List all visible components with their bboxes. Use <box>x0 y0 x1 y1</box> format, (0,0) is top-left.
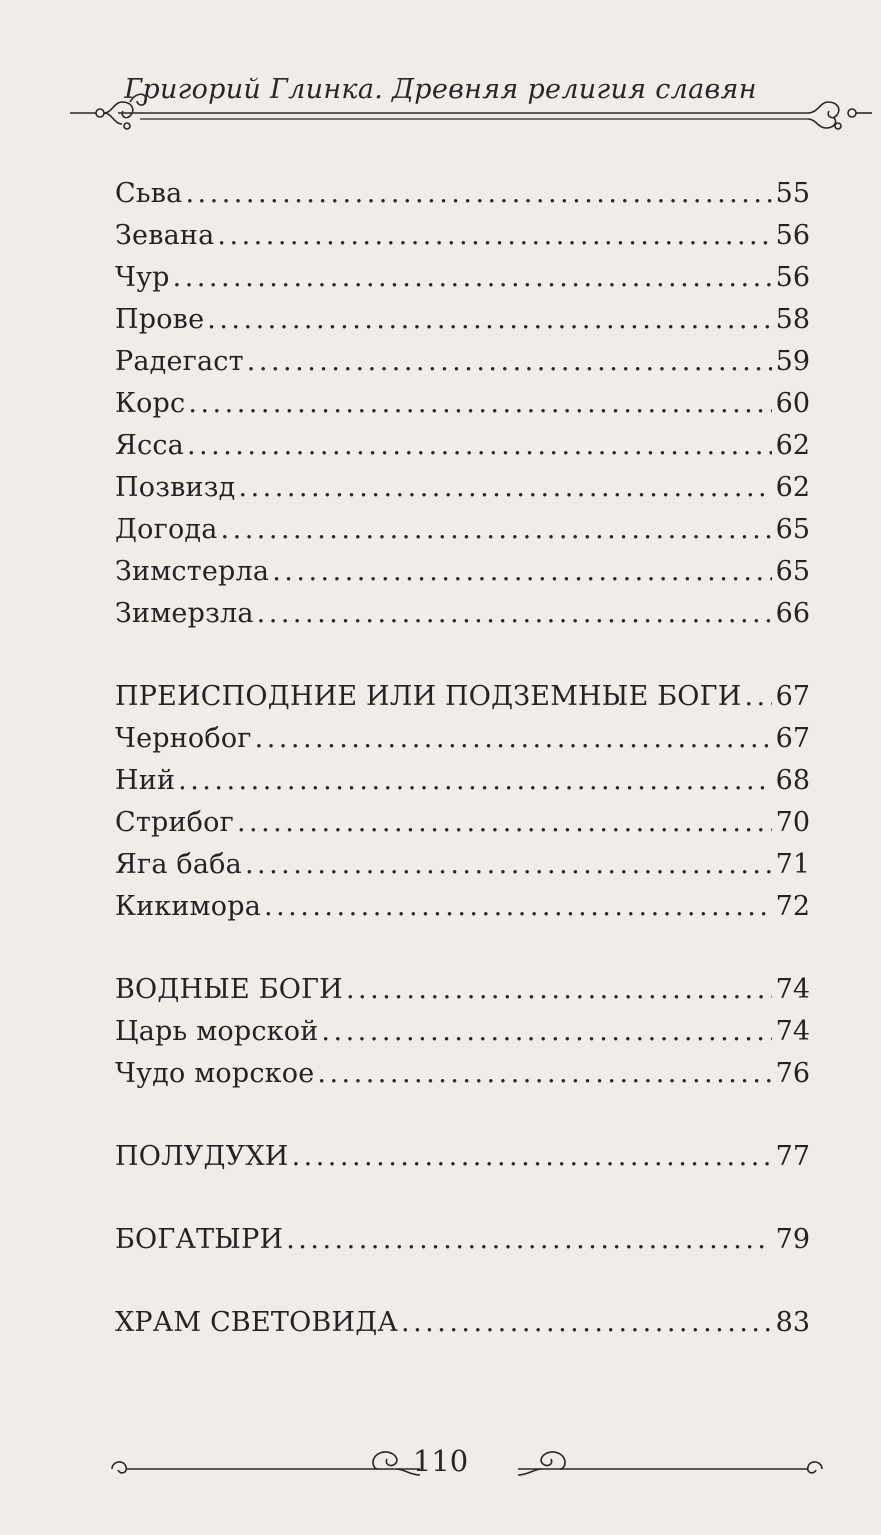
toc-entry-label: Ясса <box>115 430 184 461</box>
toc-section-label: ПРЕИСПОДНИЕ ИЛИ ПОДЗЕМНЫЕ БОГИ <box>115 681 742 712</box>
running-header <box>0 0 881 150</box>
toc-entry-page: 62 <box>775 430 810 461</box>
toc-entry-zimsterla <box>115 551 810 593</box>
toc-leader-dots <box>234 802 772 844</box>
toc-entry-label: Корс <box>115 388 186 419</box>
toc-entry-label: Зевана <box>115 220 215 251</box>
toc-entry-label: Догода <box>115 514 218 545</box>
toc-entry-dogoda <box>115 509 810 551</box>
toc-entry-label: Кикимора <box>115 891 261 922</box>
toc-section-label: БОГАТЫРИ <box>115 1224 284 1255</box>
toc-section-label: ХРАМ СВЕТОВИДА <box>115 1307 399 1338</box>
toc-entry-page: 74 <box>775 974 810 1005</box>
toc-section-label: ВОДНЫЕ БОГИ <box>115 974 343 1005</box>
toc-entry-page: 76 <box>775 1058 810 1089</box>
toc-entry-page: 60 <box>775 388 810 419</box>
toc-entry-label: Радегаст <box>115 346 244 377</box>
toc-entry-yassa <box>115 425 810 467</box>
toc-leader-dots <box>184 425 772 467</box>
toc-entry-page: 65 <box>775 514 810 545</box>
toc-leader-dots <box>170 257 772 299</box>
toc-entry-page: 70 <box>775 807 810 838</box>
toc-leader-dots <box>175 760 772 802</box>
toc-entry-radegast <box>115 341 810 383</box>
toc-entry-tsar-morskoy <box>115 1011 810 1053</box>
toc-entry-label: Позвизд <box>115 472 236 503</box>
toc-entry-label: Прове <box>115 304 205 335</box>
toc-section-label: ПОЛУДУХИ <box>115 1141 289 1172</box>
toc-leader-dots <box>261 886 772 928</box>
toc-entry-page: 79 <box>775 1224 810 1255</box>
toc-entry-kors <box>115 383 810 425</box>
toc-leader-dots <box>283 1219 772 1261</box>
toc-section-water-gods <box>115 969 810 1011</box>
page-footer <box>0 1425 881 1505</box>
toc-entry-page: 59 <box>775 346 810 377</box>
toc-entry-yaga-baba <box>115 844 810 886</box>
toc-section-bogatyri <box>115 1219 810 1261</box>
toc-entry-label: Стрибог <box>115 807 234 838</box>
toc-entry-label: Яга баба <box>115 849 242 880</box>
toc-entry-stribog <box>115 802 810 844</box>
toc-entry-label: Сьва <box>115 178 183 209</box>
toc-leader-dots <box>244 341 772 383</box>
toc-leader-dots <box>343 969 772 1011</box>
toc-entry-page: 68 <box>775 765 810 796</box>
toc-leader-dots <box>741 676 772 718</box>
toc-entry-label: Царь морской <box>115 1016 319 1047</box>
toc-leader-dots <box>252 718 772 760</box>
toc-leader-dots <box>214 215 772 257</box>
header-ornament <box>0 80 881 140</box>
toc-entry-page: 71 <box>775 849 810 880</box>
toc-entry-page: 56 <box>775 220 810 251</box>
toc-entry-page: 56 <box>775 262 810 293</box>
toc-leader-dots <box>269 551 772 593</box>
toc-entry-chur <box>115 257 810 299</box>
toc-entry-page: 62 <box>775 472 810 503</box>
toc-entry-page: 74 <box>775 1016 810 1047</box>
toc-entry-page: 77 <box>775 1141 810 1172</box>
toc-entry-page: 83 <box>775 1307 810 1338</box>
toc-entry-label: Зимерзла <box>115 598 254 629</box>
toc-section-demigods <box>115 1136 810 1178</box>
running-header-title: Григорий Глинка. Древняя религия славян <box>124 74 757 105</box>
toc-entry-prove <box>115 299 810 341</box>
toc-entry-chernobog <box>115 718 810 760</box>
toc-entry-niy <box>115 760 810 802</box>
toc-leader-dots <box>289 1136 772 1178</box>
toc-entry-page: 72 <box>775 891 810 922</box>
toc-leader-dots <box>242 844 772 886</box>
toc-leader-dots <box>185 383 772 425</box>
toc-entry-zimerzla <box>115 593 810 635</box>
toc-entry-label: Ний <box>115 765 176 796</box>
toc-leader-dots <box>314 1053 772 1095</box>
toc-leader-dots <box>204 299 772 341</box>
table-of-contents <box>115 173 810 1344</box>
toc-entry-page: 67 <box>775 681 810 712</box>
toc-leader-dots <box>318 1011 772 1053</box>
toc-leader-dots <box>218 509 772 551</box>
toc-leader-dots <box>254 593 772 635</box>
toc-section-underworld-gods <box>115 676 810 718</box>
toc-entry-label: Чудо морское <box>115 1058 315 1089</box>
toc-entry-chudo-morskoe <box>115 1053 810 1095</box>
toc-entry-label: Чур <box>115 262 170 293</box>
toc-entry-page: 67 <box>775 723 810 754</box>
toc-entry-label: Чернобог <box>115 723 252 754</box>
toc-entry-page: 55 <box>775 178 810 209</box>
toc-entry-sva <box>115 173 810 215</box>
toc-leader-dots <box>182 173 772 215</box>
toc-entry-zevana <box>115 215 810 257</box>
toc-entry-label: Зимстерла <box>115 556 270 587</box>
toc-leader-dots <box>398 1302 772 1344</box>
page-number: 110 <box>412 1444 469 1478</box>
toc-entry-pozvizd <box>115 467 810 509</box>
toc-leader-dots <box>235 467 772 509</box>
toc-entry-page: 65 <box>775 556 810 587</box>
toc-entry-page: 58 <box>775 304 810 335</box>
toc-entry-kikimora <box>115 886 810 928</box>
toc-entry-page: 66 <box>775 598 810 629</box>
toc-section-temple-of-svetovid <box>115 1302 810 1344</box>
